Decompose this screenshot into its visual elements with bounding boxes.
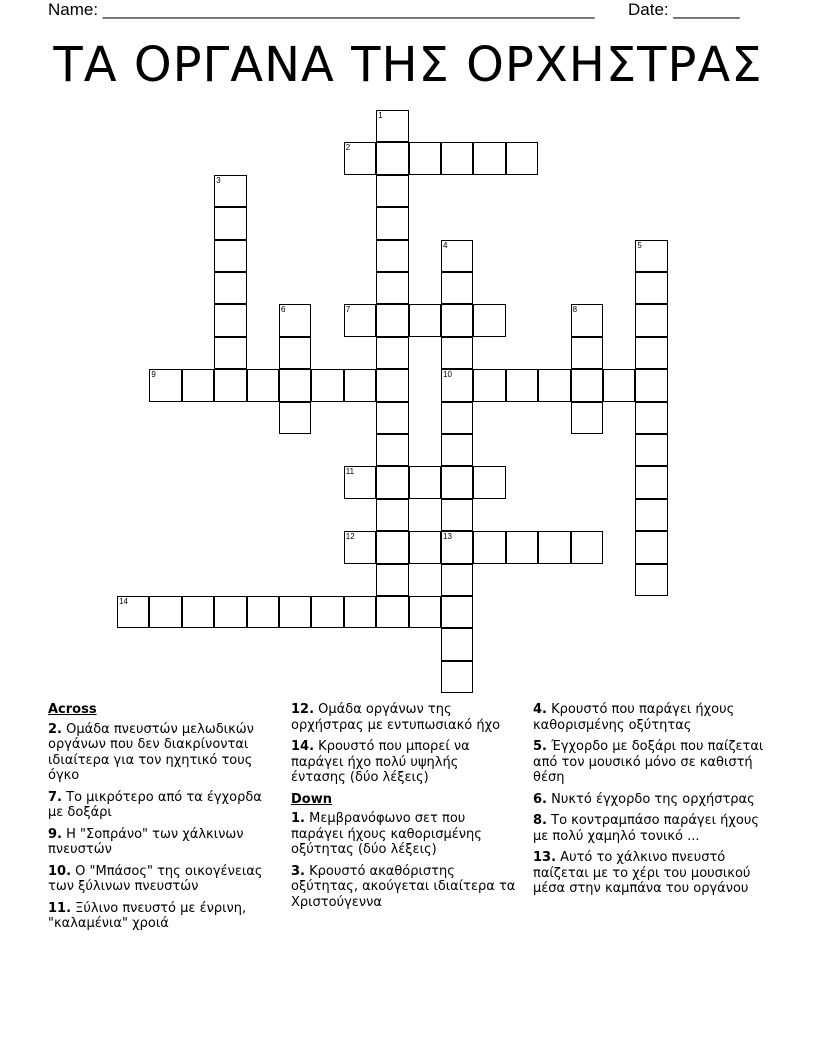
clue-down-5 xyxy=(533,739,768,786)
crossword-cell[interactable] xyxy=(441,564,473,596)
crossword-cell[interactable] xyxy=(441,596,473,628)
crossword-cell[interactable] xyxy=(409,142,441,174)
clue-down-4 xyxy=(533,702,768,733)
cell-number: 12 xyxy=(345,532,355,542)
crossword-cell[interactable] xyxy=(409,304,441,336)
crossword-cell[interactable] xyxy=(441,272,473,304)
name-field-label: Name: ____________________________________________________ xyxy=(48,0,595,19)
crossword-cell[interactable] xyxy=(279,596,311,628)
crossword-cell[interactable] xyxy=(376,272,408,304)
clue-across-12 xyxy=(291,702,516,733)
clue-text: Το κοντραμπάσο παράγει ήχους με πολύ χαμηλό τονικό ... xyxy=(533,813,759,844)
crossword-cell[interactable] xyxy=(214,596,246,628)
cell-number: 2 xyxy=(345,143,351,153)
date-field-label: Date: _______ xyxy=(628,0,740,19)
crossword-cell[interactable] xyxy=(538,531,570,563)
across-heading: Across xyxy=(48,702,97,717)
clue-number: 10. xyxy=(48,863,72,879)
crossword-cell[interactable] xyxy=(149,369,181,401)
crossword-cell[interactable] xyxy=(344,531,376,563)
clue-text: Κρουστό ακαθόριστης οξύτητας, ακούγεται ιδιαίτερα τα Χριστούγεννα xyxy=(291,863,516,910)
cell-number: 5 xyxy=(637,240,642,250)
crossword-cell[interactable] xyxy=(635,564,667,596)
cell-number: 14 xyxy=(119,597,128,606)
clue-number: 4. xyxy=(533,702,547,717)
crossword-cell[interactable] xyxy=(376,531,408,563)
crossword-cell[interactable] xyxy=(441,369,473,401)
crossword-cell[interactable] xyxy=(311,369,343,401)
crossword-cell[interactable] xyxy=(506,531,538,563)
crossword-cell[interactable] xyxy=(635,531,667,563)
cell-number: 1 xyxy=(378,111,383,120)
crossword-cell[interactable] xyxy=(473,466,505,498)
clue-down-3 xyxy=(291,864,516,911)
clue-text: Κρουστό που παράγει ήχους καθορισμένης οξύτητας xyxy=(533,702,735,733)
crossword-cell[interactable] xyxy=(376,240,408,272)
crossword-cell[interactable] xyxy=(473,531,505,563)
crossword-cell[interactable] xyxy=(635,369,667,401)
crossword-cell[interactable] xyxy=(214,337,246,369)
crossword-cell[interactable] xyxy=(182,369,214,401)
cell-number: 13 xyxy=(443,532,452,542)
crossword-cell[interactable] xyxy=(441,434,473,466)
clue-down-1 xyxy=(291,811,516,858)
clue-across-10 xyxy=(48,864,280,895)
cell-number: 11 xyxy=(345,467,355,477)
clue-text: Κρουστό που μπορεί να παράγει ήχο πολύ υψηλής έντασης (δύο λέξεις) xyxy=(291,739,470,785)
crossword-cell[interactable] xyxy=(441,240,473,272)
crossword-cell[interactable] xyxy=(635,499,667,531)
clue-text: Η "Σοπράνο" των χάλκινων πνευστών xyxy=(48,826,244,857)
crossword-cell[interactable] xyxy=(571,304,603,336)
crossword-cell[interactable] xyxy=(214,207,246,239)
crossword-cell[interactable] xyxy=(149,596,181,628)
crossword-cell[interactable] xyxy=(376,466,408,498)
clues-column-3 xyxy=(533,702,768,903)
clue-text: Ο "Μπάσος" της οικογένειας των ξύλινων πνευστών xyxy=(48,863,263,894)
clue-text: Έγχορδο με δοξάρι που παίζεται από τον μουσικό μόνο σε καθιστή θέση xyxy=(533,739,764,785)
crossword-cell[interactable] xyxy=(344,596,376,628)
crossword-cell[interactable] xyxy=(506,142,538,174)
crossword-cell[interactable] xyxy=(376,402,408,434)
page-title: ΤΑ ΟΡΓΑΝΑ ΤΗΣ ΟΡΧΗΣΤΡΑΣ xyxy=(53,37,763,93)
cell-number: 9 xyxy=(151,370,156,380)
clue-across-11 xyxy=(48,901,280,932)
clue-number: 8. xyxy=(533,813,547,828)
crossword-cell[interactable] xyxy=(376,434,408,466)
crossword-cell[interactable] xyxy=(344,369,376,401)
clue-down-8 xyxy=(533,813,768,844)
crossword-cell[interactable] xyxy=(344,466,376,498)
crossword-cell[interactable] xyxy=(409,466,441,498)
clue-across-9 xyxy=(48,827,280,858)
crossword-cell[interactable] xyxy=(279,337,311,369)
crossword-cell[interactable] xyxy=(441,337,473,369)
crossword-cell[interactable] xyxy=(214,175,246,207)
crossword-cell[interactable] xyxy=(571,402,603,434)
crossword-cell[interactable] xyxy=(571,531,603,563)
crossword-cell[interactable] xyxy=(214,369,246,401)
crossword-cell[interactable] xyxy=(473,304,505,336)
crossword-cell[interactable] xyxy=(376,110,408,142)
crossword-cell[interactable] xyxy=(279,369,311,401)
clue-number: 5. xyxy=(533,739,547,754)
crossword-cell[interactable] xyxy=(603,369,635,401)
clue-number: 13. xyxy=(533,850,557,865)
crossword-cell[interactable] xyxy=(344,142,376,174)
clue-down-13 xyxy=(533,850,768,897)
crossword-cell[interactable] xyxy=(635,304,667,336)
crossword-cell[interactable] xyxy=(441,402,473,434)
crossword-cell[interactable] xyxy=(182,596,214,628)
crossword-cell[interactable] xyxy=(571,369,603,401)
cell-number: 6 xyxy=(281,305,286,315)
crossword-cell[interactable] xyxy=(376,207,408,239)
crossword-cell[interactable] xyxy=(538,369,570,401)
down-heading: Down xyxy=(291,791,332,807)
cell-number: 8 xyxy=(572,305,578,315)
crossword-cell[interactable] xyxy=(214,240,246,272)
clue-text: Ομάδα οργάνων της ορχήστρας με εντυπωσιακό ήχο xyxy=(291,702,501,733)
cell-number: 10 xyxy=(443,370,452,380)
clue-number: 2. xyxy=(48,721,62,737)
clue-number: 6. xyxy=(533,791,547,807)
clues-column-1 xyxy=(48,702,280,938)
clue-across-14 xyxy=(291,739,516,786)
clue-text: Μεμβρανόφωνο σετ που παράγει ήχους καθορισμένης οξύτητας (δύο λέξεις) xyxy=(291,811,482,857)
crossword-cell[interactable] xyxy=(635,402,667,434)
clue-text: Το μικρότερο από τα έγχορδα με δοξάρι xyxy=(48,789,262,820)
crossword-cell[interactable] xyxy=(441,304,473,336)
clue-text: Νυκτό έγχορδο της ορχήστρας xyxy=(551,791,755,807)
clue-number: 7. xyxy=(48,789,62,805)
clue-number: 11. xyxy=(48,900,72,916)
crossword-cell[interactable] xyxy=(376,337,408,369)
crossword-cell[interactable] xyxy=(117,596,149,628)
crossword-cell[interactable] xyxy=(409,531,441,563)
crossword-cell[interactable] xyxy=(441,466,473,498)
crossword-cell[interactable] xyxy=(214,272,246,304)
crossword-cell[interactable] xyxy=(247,596,279,628)
crossword-cell[interactable] xyxy=(376,142,408,174)
clue-text: Αυτό το χάλκινο πνευστό παίζεται με το χέρι του μουσικού μέσα στην καμπάνα του οργάνου xyxy=(533,850,751,896)
crossword-cell[interactable] xyxy=(441,499,473,531)
crossword-cell[interactable] xyxy=(214,304,246,336)
crossword-cell[interactable] xyxy=(506,369,538,401)
clue-text: Ομάδα πνευστών μελωδικών οργάνων που δεν διακρίνονται ιδιαίτερα για τον ηχητικό τους όγκο xyxy=(48,721,254,783)
crossword-cell[interactable] xyxy=(441,531,473,563)
crossword-cell[interactable] xyxy=(441,628,473,660)
clues-column-2 xyxy=(291,702,516,916)
clue-number: 14. xyxy=(291,739,315,754)
crossword-cell[interactable] xyxy=(473,369,505,401)
crossword-cell[interactable] xyxy=(247,369,279,401)
crossword-cell[interactable] xyxy=(409,596,441,628)
crossword-cell[interactable] xyxy=(376,304,408,336)
clue-text: Ξύλινο πνευστό με ένρινη, "καλαμένια" χροιά xyxy=(48,900,247,931)
clue-number: 1. xyxy=(291,811,305,826)
crossword-cell[interactable] xyxy=(311,596,343,628)
crossword-cell[interactable] xyxy=(473,142,505,174)
clue-across-7 xyxy=(48,790,280,821)
crossword-cell[interactable] xyxy=(279,402,311,434)
crossword-cell[interactable] xyxy=(279,304,311,336)
crossword-cell[interactable] xyxy=(635,337,667,369)
crossword-cell[interactable] xyxy=(635,240,667,272)
clue-across-2 xyxy=(48,722,280,784)
crossword-cell[interactable] xyxy=(635,466,667,498)
crossword-cell[interactable] xyxy=(376,369,408,401)
crossword-cell[interactable] xyxy=(376,175,408,207)
cell-number: 7 xyxy=(345,305,351,315)
crossword-cell[interactable] xyxy=(571,337,603,369)
clue-number: 12. xyxy=(291,702,315,717)
crossword-cell[interactable] xyxy=(635,272,667,304)
cell-number: 3 xyxy=(216,175,221,185)
clue-down-6 xyxy=(533,792,768,808)
crossword-cell[interactable] xyxy=(344,304,376,336)
clue-number: 9. xyxy=(48,826,62,842)
clue-number: 3. xyxy=(291,863,305,879)
crossword-cell[interactable] xyxy=(376,596,408,628)
crossword-cell[interactable] xyxy=(635,434,667,466)
cell-number: 4 xyxy=(443,240,448,250)
crossword-cell[interactable] xyxy=(441,142,473,174)
crossword-cell[interactable] xyxy=(441,661,473,693)
crossword-cell[interactable] xyxy=(376,499,408,531)
crossword-cell[interactable] xyxy=(376,564,408,596)
